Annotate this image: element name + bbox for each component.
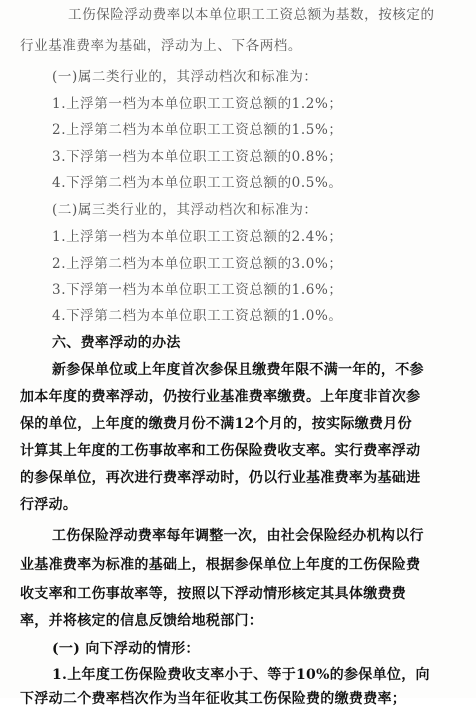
paragraph-line: 工伤保险浮动费率以本单位职工工资总额为基数，按核定的 <box>68 7 435 23</box>
list-item: 下浮动二个费率档次作为当年征收其工伤保险费的缴费费率； <box>20 691 407 707</box>
list-item: 4.下浮第二档为本单位职工工资总额的1.0%。 <box>52 308 343 324</box>
list-item: 2.上浮第二档为本单位职工工资总额的3.0%； <box>52 256 343 272</box>
list-item: 1.上年度工伤保险费收支率小于、等于10%的参保单位，向 <box>52 667 430 683</box>
paragraph-line: 率，并将核定的信息反馈给地税部门： <box>20 613 264 629</box>
list-item: 3.下浮第一档为本单位职工工资总额的1.6%； <box>52 282 343 298</box>
paragraph-line: 业基准费率为标准的基础上，根据参保单位上年度的工伤保险费 <box>20 557 421 573</box>
paragraph-line: 加本年度的费率浮动，仍按行业基准费率缴费。上年度非首次参 <box>20 389 421 405</box>
paragraph-line: 工伤保险浮动费率每年调整一次，由社会保险经办机构以行 <box>52 528 424 544</box>
paragraph-line: 行业基准费率为基础，浮动为上、下各两档。 <box>20 38 302 54</box>
paragraph-line: 保的单位，上年度的缴费月份不满12个月的，按实际缴费月份 <box>20 416 412 432</box>
list-heading: (二)属三类行业的，其浮动档次和标准为： <box>52 202 318 218</box>
list-item: 4.下浮第二档为本单位职工工资总额的0.5%。 <box>52 175 343 191</box>
list-heading: (一)属二类行业的，其浮动档次和标准为： <box>52 69 318 85</box>
list-heading: (一) 向下浮动的情形： <box>52 641 200 657</box>
section-heading: 六、费率浮动的办法 <box>52 335 181 351</box>
list-item: 1.上浮第一档为本单位职工工资总额的2.4%； <box>52 229 343 245</box>
paragraph-line: 收支率和工伤事故率等，按照以下浮动情形核定其具体缴费费 <box>20 586 407 602</box>
paragraph-line: 计算其上年度的工伤事故率和工伤保险费收支率。实行费率浮动 <box>20 443 421 459</box>
list-item: 2.上浮第二档为本单位职工工资总额的1.5%； <box>52 122 343 138</box>
paragraph-line: 新参保单位或上年度首次参保且缴费年限不满一年的，不参 <box>52 362 424 378</box>
paragraph-line: 行浮动。 <box>20 497 78 513</box>
paragraph-line: 的参保单位，再次进行费率浮动时，仍以行业基准费率为基础进 <box>20 470 421 486</box>
list-item: 3.下浮第一档为本单位职工工资总额的0.8%； <box>52 149 343 165</box>
list-item: 1.上浮第一档为本单位职工工资总额的1.2%； <box>52 96 343 112</box>
